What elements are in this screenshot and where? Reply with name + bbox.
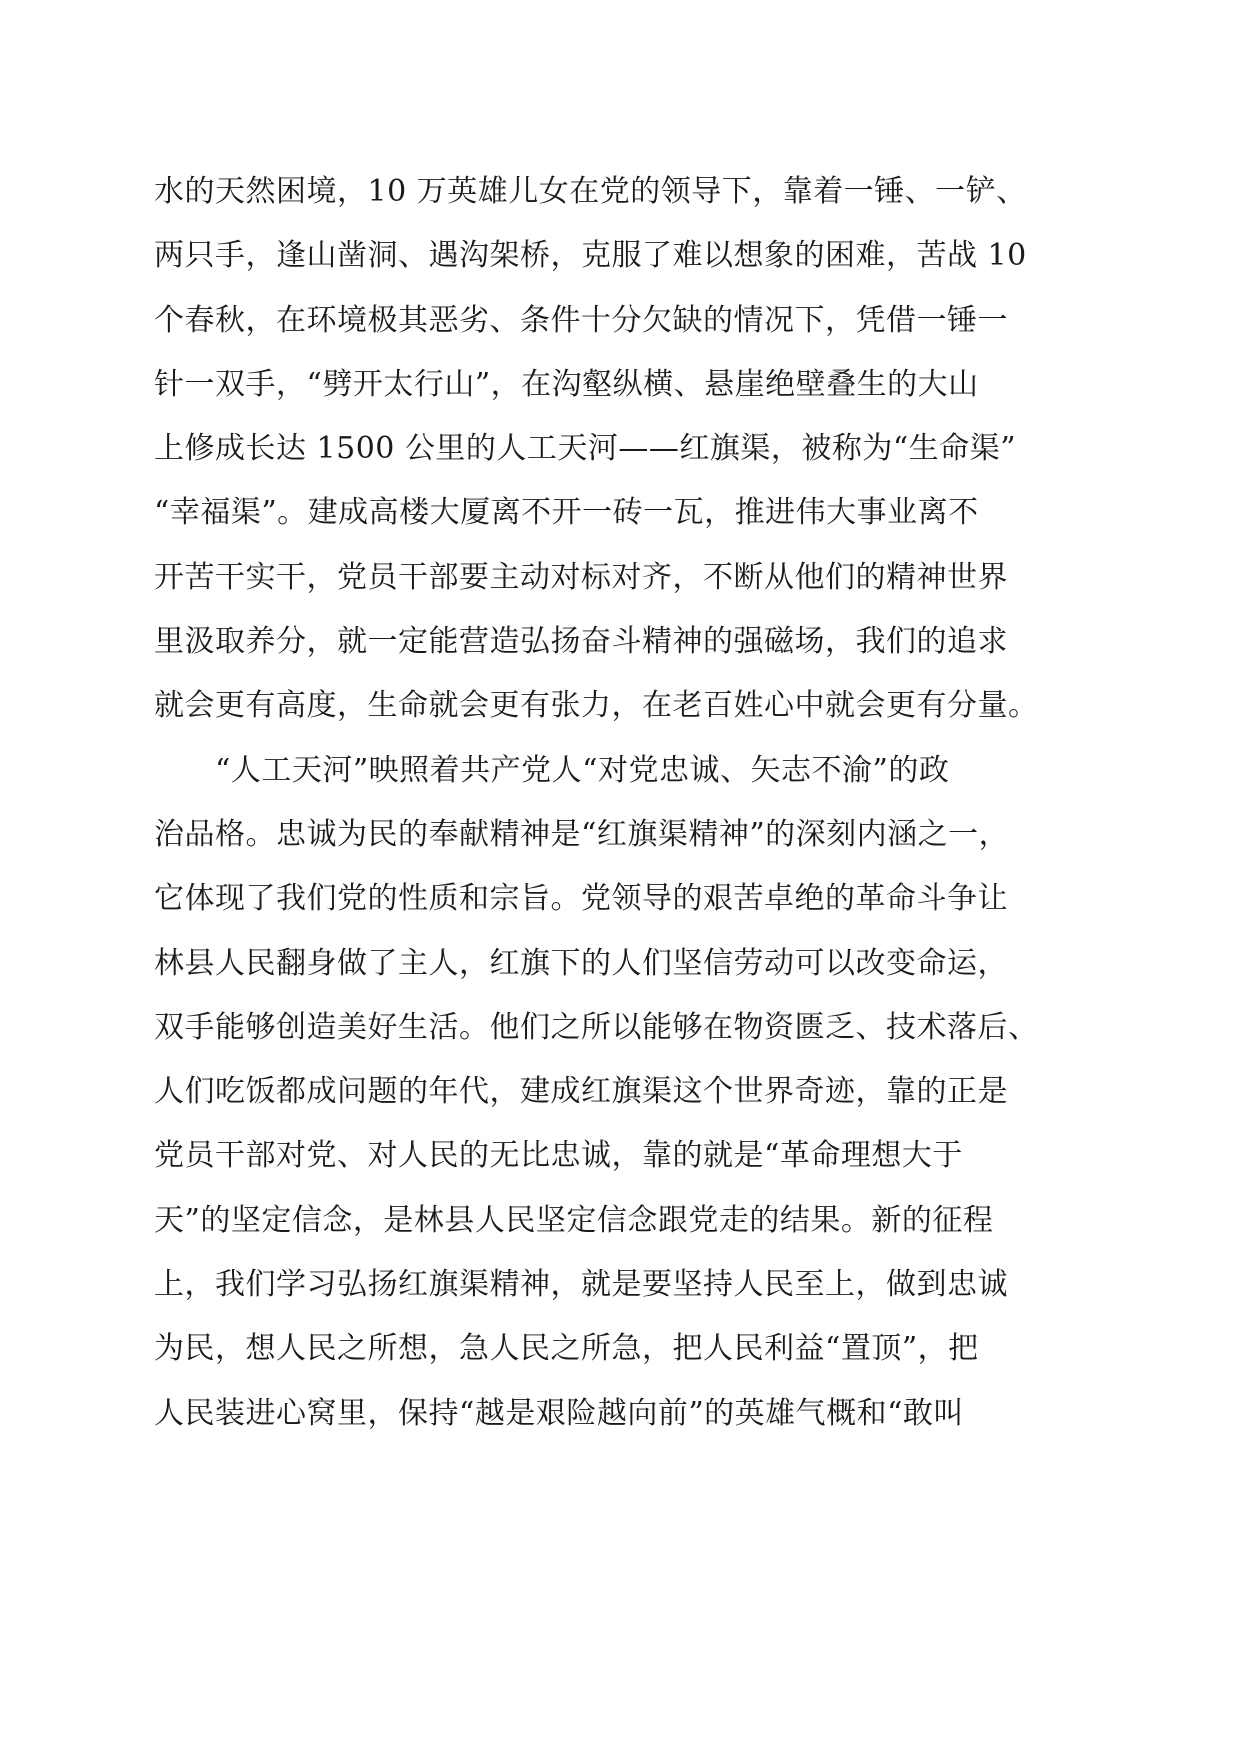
text-line: 治品格。忠诚为民的奉献精神是“红旗渠精神”的深刻内涵之一， — [154, 816, 1010, 852]
text-line: 它体现了我们党的性质和宗旨。党领导的艰苦卓绝的革命斗争让 — [154, 881, 1008, 917]
text-line: “人工天河”映照着共产党人“对党忠诚、矢志不渝”的政 — [154, 752, 950, 788]
text-line: 人民装进心窝里，保持“越是艰险越向前”的英雄气概和“敢叫 — [154, 1395, 965, 1431]
text-line: 天”的坚定信念，是林县人民坚定信念跟党走的结果。新的征程 — [154, 1202, 994, 1238]
text-line: 双手能够创造美好生活。他们之所以能够在物资匮乏、技术落后、 — [154, 1009, 1039, 1045]
text-line: 林县人民翻身做了主人，红旗下的人们坚信劳动可以改变命运， — [154, 945, 1008, 981]
text-line: 人们吃饭都成问题的年代，建成红旗渠这个世界奇迹，靠的正是 — [154, 1074, 1008, 1110]
text-line: 党员干部对党、对人民的无比忠诚，靠的就是“革命理想大于 — [154, 1138, 963, 1174]
text-line: 上修成长达 1500 公里的人工天河——红旗渠，被称为“生命渠” — [154, 431, 1017, 467]
text-line: 两只手，逢山凿洞、遇沟架桥，克服了难以想象的困难，苦战 10 — [154, 238, 1027, 274]
body-text — [154, 160, 1094, 1446]
text-line: 水的天然困境，10 万英雄儿女在党的领导下，靠着一锤、一铲、 — [154, 174, 1027, 209]
text-line: 为民，想人民之所想，急人民之所急，把人民利益“置顶”，把 — [154, 1331, 979, 1367]
text-line: 个春秋，在环境极其恶劣、条件十分欠缺的情况下，凭借一锤一 — [154, 302, 1008, 338]
text-line: “幸福渠”。建成高楼大厦离不开一砖一瓦，推进伟大事业离不 — [154, 495, 979, 531]
text-line: 针一双手，“劈开太行山”，在沟壑纵横、悬崖绝壁叠生的大山 — [154, 366, 979, 402]
text-line: 里汲取养分，就一定能营造弘扬奋斗精神的强磁场，我们的追求 — [154, 624, 1008, 660]
text-line: 上，我们学习弘扬红旗渠精神，就是要坚持人民至上，做到忠诚 — [154, 1267, 1008, 1303]
text-line: 开苦干实干，党员干部要主动对标对齐，不断从他们的精神世界 — [154, 559, 1008, 595]
text-line: 就会更有高度，生命就会更有张力，在老百姓心中就会更有分量。 — [154, 688, 1039, 724]
